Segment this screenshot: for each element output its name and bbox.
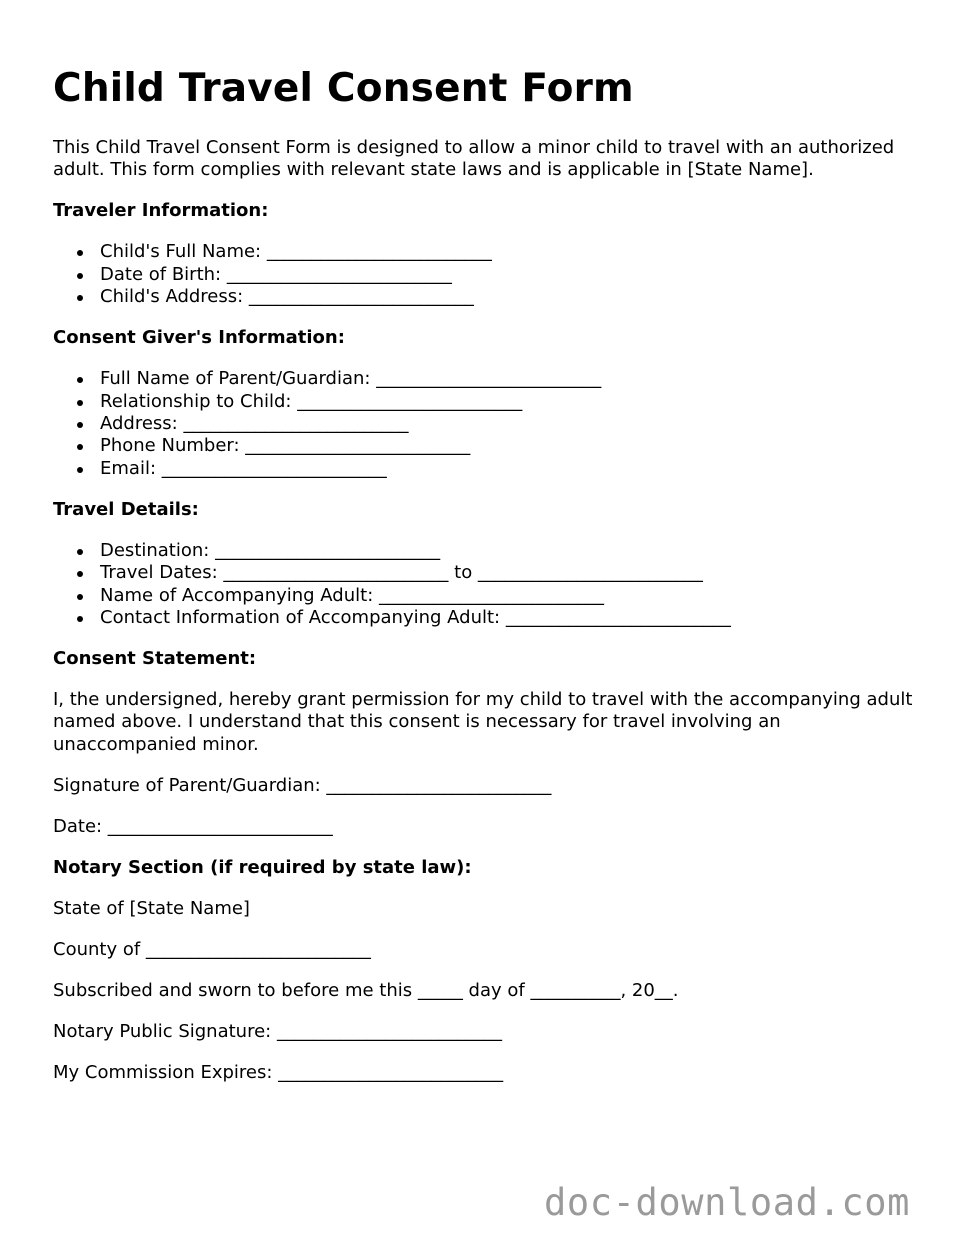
phone-number-field: Phone Number: _________________________ [100, 435, 471, 457]
list-item [53, 435, 913, 457]
notary-heading: Notary Section (if required by state law): [53, 856, 472, 878]
document-page [53, 62, 913, 1103]
traveler-list [53, 241, 913, 308]
consent-giver-heading: Consent Giver's Information: [53, 327, 345, 349]
list-item [53, 413, 913, 435]
list-item [53, 241, 913, 263]
notary-signature-field: Notary Public Signature: _________________________ [53, 1020, 502, 1042]
bullet-icon [77, 295, 83, 301]
bullet-icon [77, 250, 83, 256]
consent-giver-list [53, 368, 913, 480]
commission-expires-field: My Commission Expires: _________________________ [53, 1061, 504, 1083]
date-of-birth-field: Date of Birth: _________________________ [100, 263, 452, 285]
travel-dates-field: Travel Dates: _________________________ to _________________________ [100, 562, 703, 584]
guardian-signature-field: Signature of Parent/Guardian: _________________________ [53, 774, 552, 796]
relationship-field: Relationship to Child: _________________________ [100, 390, 523, 412]
bullet-icon [77, 549, 83, 555]
list-item [53, 368, 913, 390]
consent-statement-heading: Consent Statement: [53, 648, 257, 670]
list-item [53, 562, 913, 584]
notary-state-line: State of [State Name] [53, 897, 250, 919]
guardian-name-field: Full Name of Parent/Guardian: _________________________ [100, 368, 602, 390]
intro-paragraph: This Child Travel Consent Form is designed to allow a minor child to travel with an authorized adult. This form complies with relevant state laws and is applicable in [State Name]. [53, 137, 895, 181]
list-item [53, 607, 913, 629]
child-name-field: Child's Full Name: _________________________ [100, 241, 492, 263]
consent-date-field: Date: _________________________ [53, 815, 333, 837]
bullet-icon [77, 467, 83, 473]
watermark-text: doc-download.com [544, 1181, 911, 1224]
bullet-icon [77, 422, 83, 428]
list-item [53, 286, 913, 308]
consent-statement-text: I, the undersigned, hereby grant permission for my child to travel with the accompanying adult named above. I understand that this consent is necessary for travel involving an unaccompanied minor. [53, 689, 913, 755]
list-item [53, 391, 913, 413]
child-address-field: Child's Address: _________________________ [100, 286, 474, 308]
list-item [53, 585, 913, 607]
traveler-heading: Traveler Information: [53, 200, 269, 222]
travel-details-heading: Travel Details: [53, 498, 199, 520]
accompanying-adult-field: Name of Accompanying Adult: _________________________ [100, 584, 604, 606]
email-field: Email: _________________________ [100, 457, 387, 479]
bullet-icon [77, 400, 83, 406]
travel-details-list [53, 540, 913, 630]
notary-sworn-line: Subscribed and sworn to before me this _____ day of __________, 20__. [53, 979, 679, 1001]
destination-field: Destination: _________________________ [100, 539, 441, 561]
guardian-address-field: Address: _________________________ [100, 413, 409, 435]
list-item [53, 458, 913, 480]
accompanying-adult-contact-field: Contact Information of Accompanying Adult: _________________________ [100, 607, 731, 629]
bullet-icon [77, 571, 83, 577]
bullet-icon [77, 594, 83, 600]
bullet-icon [77, 377, 83, 383]
list-item [53, 540, 913, 562]
bullet-icon [77, 616, 83, 622]
bullet-icon [77, 273, 83, 279]
notary-county-field: County of _________________________ [53, 938, 371, 960]
list-item [53, 264, 913, 286]
bullet-icon [77, 444, 83, 450]
page-title: Child Travel Consent Form [53, 66, 634, 111]
